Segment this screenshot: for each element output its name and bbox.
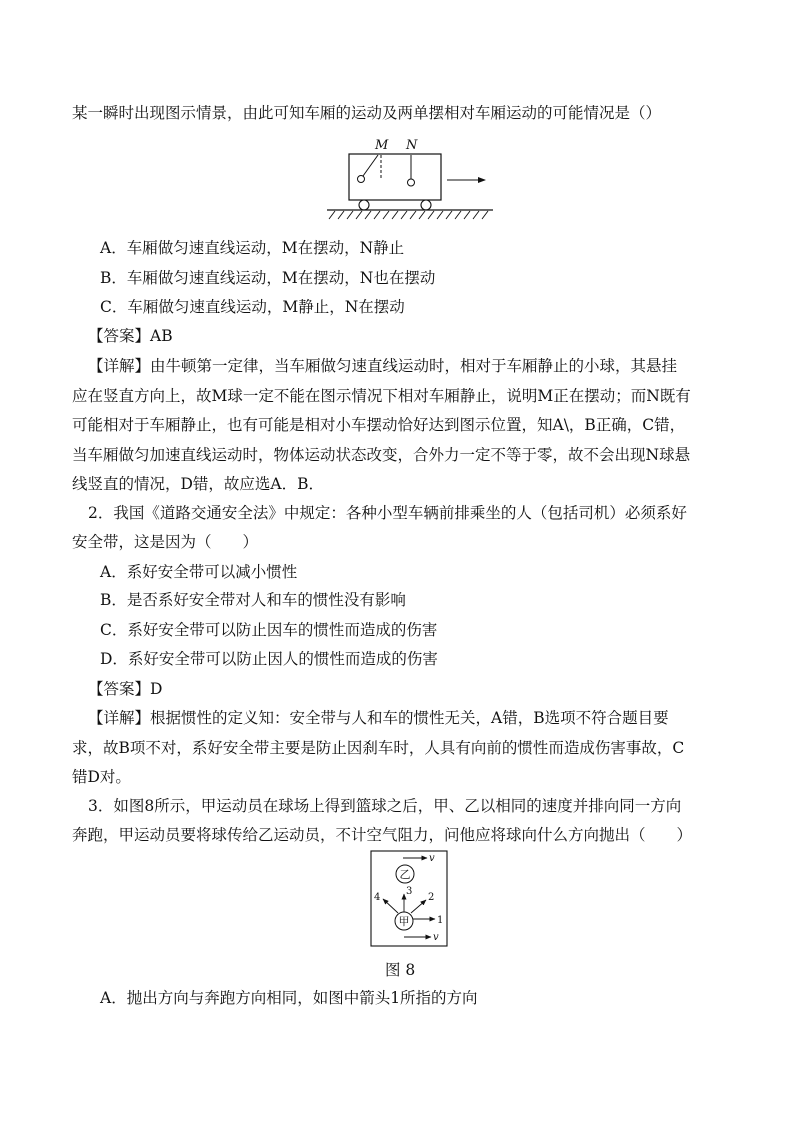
arrow-1-label: 1 bbox=[437, 915, 444, 926]
velocity-label-bottom: v bbox=[433, 932, 439, 943]
q2-detail-line: 错D对。 bbox=[72, 768, 131, 786]
q2-detail-line: 【详解】根据惯性的定义知：安全带与人和车的惯性无关，A错，B选项不符合题目要 bbox=[88, 709, 669, 727]
velocity-label-top: v bbox=[429, 853, 435, 864]
q2-option-d: D．系好安全带可以防止因人的惯性而造成的伤害 bbox=[100, 650, 438, 668]
q1-detail-line: 当车厢做匀加速直线运动时，物体运动状态改变，合外力一定不等于零，故不会出现N球悬 bbox=[72, 446, 691, 464]
q2-detail-line: 求，故B项不对，系好安全带主要是防止因刹车时，人具有向前的惯性而造成伤害事故，C bbox=[72, 739, 685, 757]
q2-option-a: A．系好安全带可以减小惯性 bbox=[100, 563, 298, 581]
label-n: N bbox=[406, 138, 418, 153]
q1-option-b: B．车厢做匀速直线运动，M在摆动，N也在摆动 bbox=[100, 269, 436, 287]
figure-8-caption: 图 8 bbox=[385, 961, 416, 979]
q1-detail-line: 线竖直的情况，D错，故应选A．B． bbox=[72, 475, 325, 493]
q1-option-c: C．车厢做匀速直线运动，M静止，N在摆动 bbox=[100, 298, 405, 316]
pendulum-n-ball bbox=[408, 179, 415, 186]
pendulum-m-ball bbox=[358, 176, 365, 183]
q1-train-car-figure bbox=[325, 133, 495, 225]
q2-stem-line: 2．我国《道路交通安全法》中规定：各种小型车辆前排乘坐的人（包括司机）必须系好 bbox=[88, 504, 687, 522]
q3-option-a: A．抛出方向与奔跑方向相同，如图中箭头1所指的方向 bbox=[100, 989, 478, 1007]
arrow-3-label: 3 bbox=[406, 886, 413, 897]
player-jia-label: 甲 bbox=[398, 915, 410, 928]
q3-players-figure bbox=[369, 849, 451, 949]
q3-stem-line: 3．如图8所示，甲运动员在球场上得到篮球之后，甲、乙以相同的速度并排向同一方向 bbox=[88, 797, 682, 815]
pendulum-m-string bbox=[363, 155, 378, 176]
q1-option-a: A．车厢做匀速直线运动，M在摆动，N静止 bbox=[100, 239, 405, 257]
q1-stem: 某一瞬时出现图示情景，由此可知车厢的运动及两单摆相对车厢运动的可能情况是（） bbox=[72, 104, 662, 122]
arrow-4 bbox=[383, 899, 398, 913]
player-yi-label: 乙 bbox=[399, 868, 411, 881]
q1-detail-line: 可能相对于车厢静止，也有可能是相对小车摆动恰好达到图示位置，知A\，B正确，C错， bbox=[72, 416, 686, 434]
arrow-2-label: 2 bbox=[428, 892, 435, 903]
q2-option-b: B．是否系好安全带对人和车的惯性没有影响 bbox=[100, 591, 406, 609]
arrow-4-label: 4 bbox=[374, 892, 381, 903]
q2-option-c: C．系好安全带可以防止因车的惯性而造成的伤害 bbox=[100, 621, 438, 639]
q1-answer: 【答案】AB bbox=[88, 327, 173, 345]
q1-detail-line: 应在竖直方向上，故M球一定不能在图示情况下相对车厢静止，说明M正在摆动；而N既有 bbox=[72, 387, 691, 405]
ground-hatching bbox=[329, 211, 488, 219]
q2-answer: 【答案】D bbox=[88, 680, 163, 698]
label-m: M bbox=[375, 138, 389, 153]
wheel-right bbox=[421, 200, 431, 210]
wheel-left bbox=[359, 200, 369, 210]
q3-stem-line: 奔跑，甲运动员要将球传给乙运动员，不计空气阻力，问他应将球向什么方向抛出（ ） bbox=[72, 826, 693, 844]
arrow-2 bbox=[411, 900, 426, 913]
q2-stem-line: 安全带，这是因为（ ） bbox=[72, 533, 259, 551]
q1-detail-line: 【详解】由牛顿第一定律，当车厢做匀速直线运动时，相对于车厢静止的小球，其悬挂 bbox=[88, 357, 678, 375]
